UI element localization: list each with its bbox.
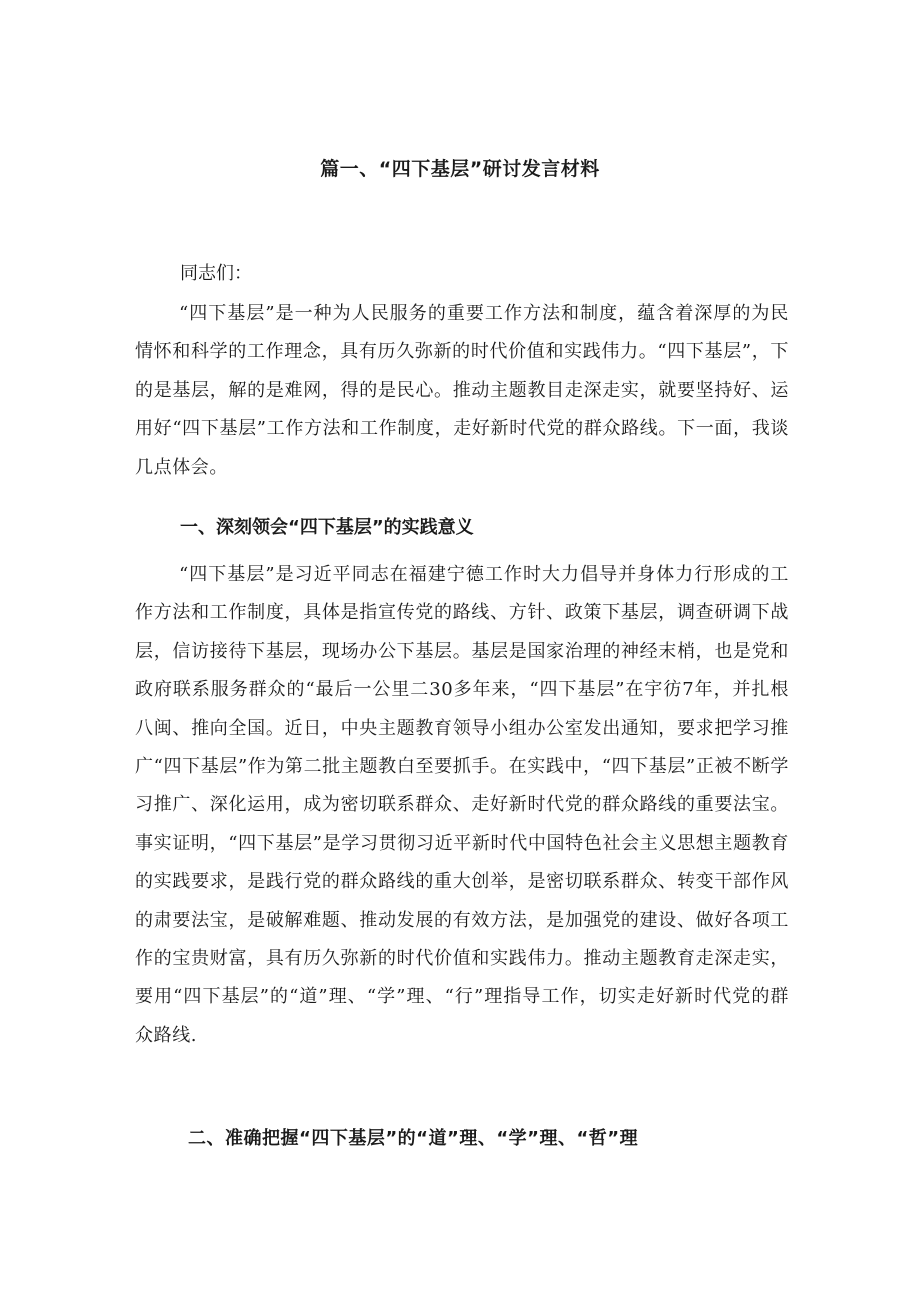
salutation: 同志们：	[180, 263, 252, 284]
section-heading-1: 一、深刻领会“四下基层”的实践意义	[180, 517, 474, 538]
section-heading-2: 二、准确把握“四下基层”的“道”理、“学”理、“哲”理	[188, 1128, 639, 1149]
paragraph-text: “四下基层”是一种为人民服务的重要工作方法和制度，蕴含着深厚的为民情怀和科学的工作理念，具有历久弥新的时代价值和实践伟力。“四下基层”，下的是基层，解的是难网，得的是民心。推动主题教目走深走实，就要坚持好、运用好“四下基层”工作方法和工作制度，走好新时代党的群众路线。下一面，我谈几点体会。	[135, 303, 789, 478]
paragraph-intro	[135, 295, 789, 487]
document-title: 篇一、“四下基层”研讨发言材料	[320, 158, 600, 180]
paragraph-section-1	[135, 556, 789, 1055]
paragraph-text: “四下基层”是习近平同志在福建宁德工作时大力倡导并身体力行形成的工作方法和工作制度，具体是指宣传党的路线、方针、政策下基层，调查研调下战层，信访接待下基层，现场办公下基层。基层是国家治理的神经末梢，也是党和政府联系服务群众的“最后一公里二30多年来，“四下基层”在宇彷7年，并扎根八闽、推向全国。近日，中央主题教育领导小组办公室发出通知，要求把学习推广“四下基层”作为第二批主题教白至要抓手。在实践中，“四下基层”正被不断学习推广、深化运用，成为密切联系群众、走好新时代党的群众路线的重要法宝。事实证明，“四下基层”是学习贯彻习近平新时代中国特色社会主义思想主题教育的实践要求，是践行党的群众路线的重大创举，是密切联系群众、转变干部作风的肃要法宝，是破解难题、推动发展的有效方法，是加强党的建设、做好各项工作的宝贵财富，具有历久弥新的时代价值和实践伟力。推动主题教育走深走实，要用“四下基层”的“道”理、“学”理、“行”理指导工作，切实走好新时代党的群众路线.	[135, 564, 789, 1046]
